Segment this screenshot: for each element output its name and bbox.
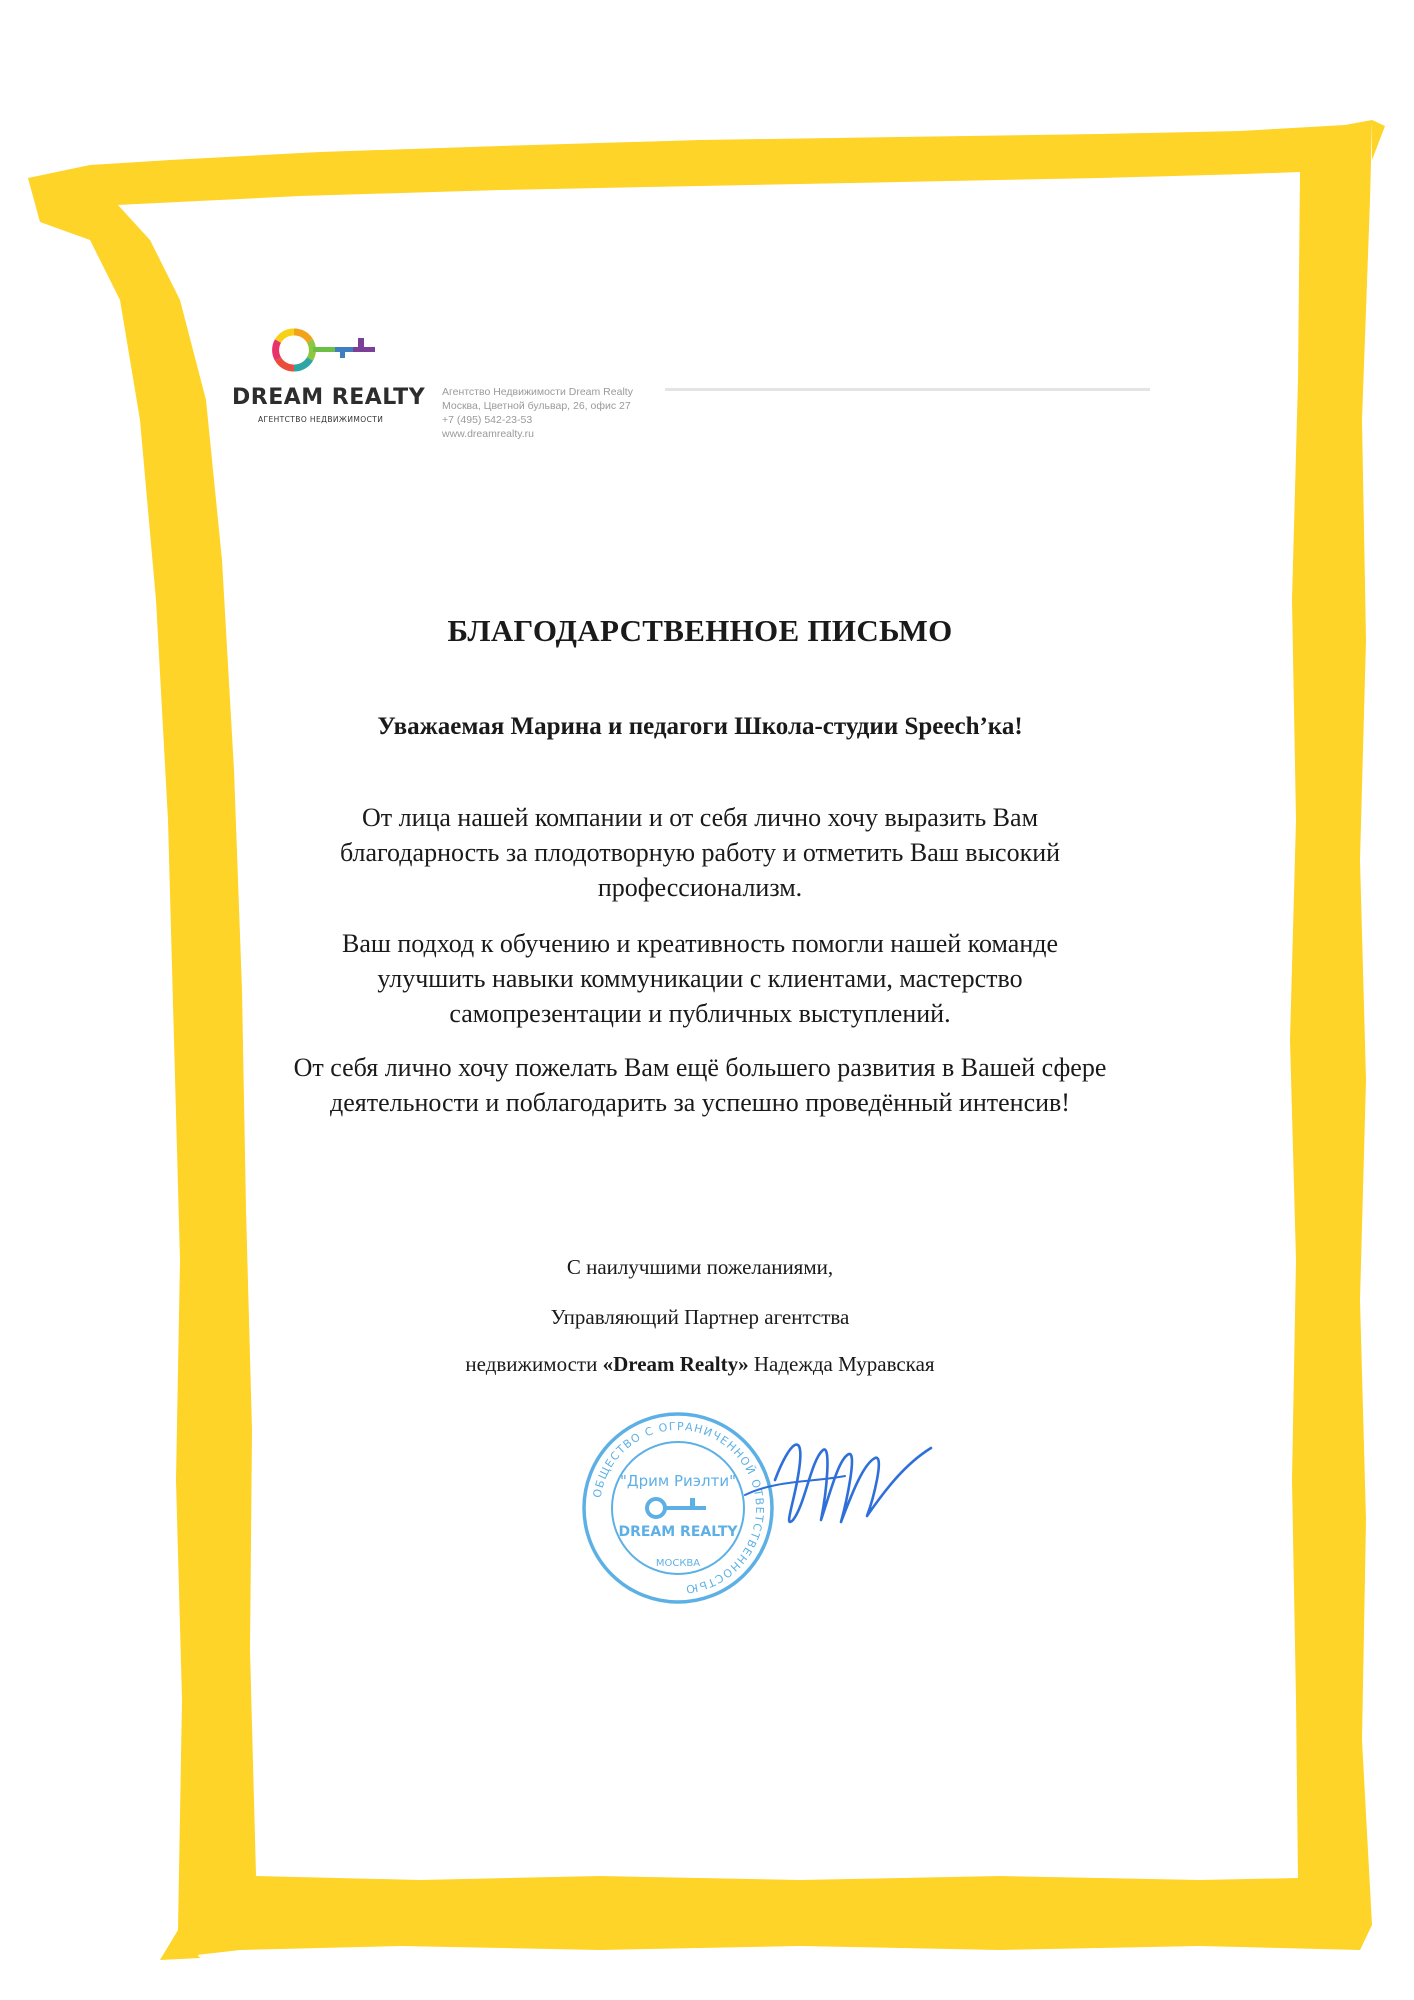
stamp-ring-text: ОБЩЕСТВО С ОГРАНИЧЕННОЙ ОТВЕТСТВЕННОСТЬЮ bbox=[590, 1419, 767, 1596]
frame-brush-mark bbox=[1372, 120, 1385, 160]
closing-regards: С наилучшими пожеланиями, bbox=[566, 1255, 834, 1279]
closing-position: Управляющий Партнер агентства bbox=[550, 1305, 850, 1329]
signatory-prefix: недвижимости bbox=[465, 1352, 603, 1376]
signatory-name: Надежда Муравская bbox=[748, 1352, 935, 1376]
brand-subtitle: АГЕНТСТВО НЕДВИЖИМОСТИ bbox=[258, 415, 384, 424]
closing-signatory bbox=[300, 1352, 1100, 1377]
paragraph-3-line: деятельности и поблагодарить за успешно проведённый интенсив! bbox=[330, 1088, 1070, 1117]
contact-address: Москва, Цветной бульвар, 26, офис 27 bbox=[442, 400, 631, 412]
paragraph-2 bbox=[220, 926, 1180, 1031]
paragraph-2-line: самопрезентации и публичных выступлений. bbox=[449, 999, 951, 1028]
paragraph-1-line: профессионализм. bbox=[597, 873, 803, 902]
letter-title: БЛАГОДАРСТВЕННОЕ ПИСЬМО bbox=[447, 613, 953, 648]
paragraph-3 bbox=[200, 1050, 1200, 1120]
stamp-brand: DREAM REALTY bbox=[618, 1524, 738, 1540]
contact-company: Агентство Недвижимости Dream Realty bbox=[442, 386, 633, 398]
stamp-city: МОСКВА bbox=[655, 1558, 701, 1569]
letterhead-divider bbox=[665, 388, 1150, 391]
paragraph-1-line: От лица нашей компании и от себя лично хочу выразить Вам bbox=[361, 803, 1039, 832]
contact-website: www.dreamrealty.ru bbox=[442, 428, 534, 440]
dream-realty-logo-icon bbox=[272, 328, 378, 372]
letterhead-contact-block bbox=[442, 385, 633, 441]
paragraph-1-line: благодарность за плодотворную работу и отметить Ваш высокий bbox=[339, 838, 1061, 867]
stamp-name-ru: "Дрим Риэлти" bbox=[620, 1472, 736, 1490]
paragraph-3-line: От себя лично хочу пожелать Вам ещё большего развития в Вашей сфере bbox=[293, 1053, 1107, 1082]
signatory-company: «Dream Realty» bbox=[602, 1352, 749, 1376]
letter-greeting: Уважаемая Марина и педагоги Школа-студии Speech’ка! bbox=[377, 713, 1023, 740]
stamp-key-icon bbox=[647, 1498, 706, 1517]
contact-phone: +7 (495) 542-23-53 bbox=[442, 414, 533, 426]
paragraph-2-line: улучшить навыки коммуникации с клиентами, мастерство bbox=[377, 964, 1023, 993]
brand-name: DREAM REALTY bbox=[232, 385, 426, 410]
signature-icon bbox=[735, 1410, 935, 1550]
paragraph-2-line: Ваш подход к обучению и креативность помогли нашей команде bbox=[341, 929, 1058, 958]
paragraph-1 bbox=[220, 800, 1180, 905]
